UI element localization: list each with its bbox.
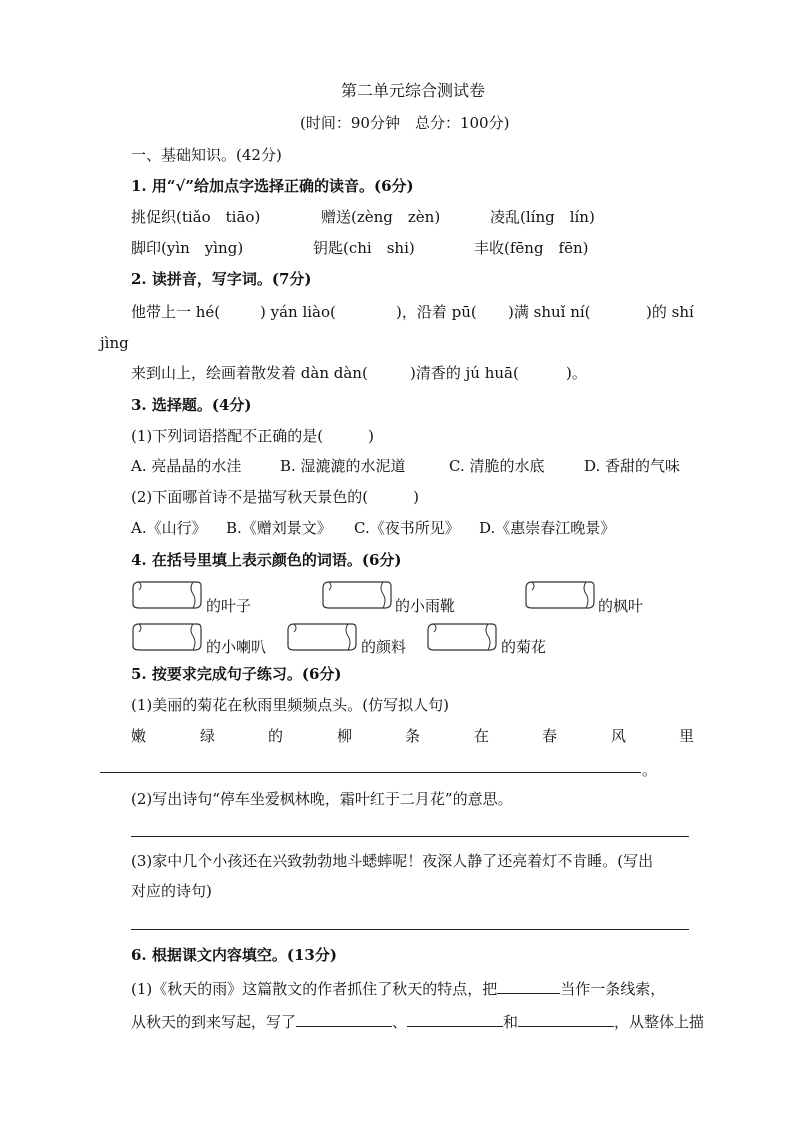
- q1-item-2: 赠送(zèng zèn): [321, 208, 441, 226]
- answer-line[interactable]: [100, 772, 641, 773]
- q2-line-1-a: 他带上一 hé(: [131, 303, 221, 321]
- q3-option-b: B. 湿漉漉的水泥道: [280, 457, 406, 475]
- q2-line-3-b: )清香的 jú huā(: [410, 364, 519, 382]
- scroll-blank-5[interactable]: [286, 620, 358, 654]
- q5-char: 春: [542, 727, 558, 745]
- q5-sub-3-a: (3)家中几个小孩还在兴致勃勃地斗蟋蟀呢！夜深人静了还亮着灯不肯睡。(写出: [131, 852, 654, 870]
- q5-sub-2: (2)写出诗句“停车坐爱枫林晚，霜叶红于二月花”的意思。: [131, 790, 513, 808]
- fill-blank[interactable]: [407, 1010, 503, 1027]
- fill-blank[interactable]: [518, 1010, 614, 1027]
- q6-text: (1)《秋天的雨》这篇散文的作者抓住了秋天的特点，把: [131, 980, 498, 998]
- q2-line-3-a: 来到山上，绘画着散发着 dàn dàn(: [131, 364, 368, 382]
- question-6-heading: 6. 根据课文内容填空。(13分): [131, 946, 337, 964]
- scroll-blank-6[interactable]: [426, 620, 498, 654]
- q4-item-4: 的小喇叭: [206, 638, 267, 656]
- q5-char: 里: [679, 727, 695, 745]
- section-heading: 一、基础知识。(42分): [131, 146, 282, 164]
- question-1-heading: 1. 用“√”给加点字选择正确的读音。(6分): [131, 177, 414, 195]
- q1-item-3: 凌乱(líng lín): [490, 208, 595, 226]
- q3-option-a2: A.《山行》: [131, 519, 207, 537]
- q4-item-3: 的枫叶: [598, 597, 644, 615]
- q3-option-d: D. 香甜的气味: [584, 457, 681, 475]
- q6-line-2: [131, 1010, 704, 1032]
- q3-option-d2: D.《惠崇春江晚景》: [479, 519, 616, 537]
- q5-char: 在: [474, 727, 490, 745]
- q6-line-1: [131, 977, 665, 999]
- q5-model-sentence: [0, 726, 794, 746]
- q3-sub-2: (2)下面哪首诗不是描写秋天景色的( ): [131, 488, 419, 506]
- scroll-blank-4[interactable]: [131, 620, 203, 654]
- q5-end-period: 。: [642, 761, 658, 779]
- scroll-blank-1[interactable]: [131, 578, 203, 612]
- q4-item-2: 的小雨靴: [395, 597, 456, 615]
- scroll-blank-2[interactable]: [321, 578, 393, 612]
- exam-title: 第二单元综合测试卷: [341, 81, 486, 100]
- q5-char: 绿: [200, 727, 216, 745]
- q4-item-5: 的颜料: [361, 638, 407, 656]
- q1-item-6: 丰收(fēng fēn): [474, 239, 589, 257]
- q2-line-1-b: ) yán liào(: [260, 303, 336, 321]
- q5-char: 嫩: [131, 727, 147, 745]
- q3-option-b2: B.《赠刘景文》: [226, 519, 332, 537]
- q3-option-c: C. 清脆的水底: [449, 457, 545, 475]
- q6-text: 从秋天的到来写起，写了: [131, 1013, 297, 1031]
- q5-char: 的: [268, 727, 284, 745]
- fill-blank[interactable]: [497, 977, 560, 994]
- answer-line[interactable]: [131, 836, 689, 837]
- q4-item-6: 的菊花: [501, 638, 547, 656]
- exam-subtitle: (时间：90分钟 总分：100分): [300, 114, 510, 132]
- question-2-heading: 2. 读拼音，写字词。(7分): [131, 270, 312, 288]
- q6-text: ，从整体上描: [614, 1013, 705, 1031]
- q5-char: 柳: [337, 727, 353, 745]
- q3-sub-1: (1)下列词语搭配不正确的是( ): [131, 427, 374, 445]
- q5-char: 条: [405, 727, 421, 745]
- q6-text: 和: [503, 1013, 519, 1031]
- fill-blank[interactable]: [296, 1010, 392, 1027]
- q3-option-a: A. 亮晶晶的水洼: [131, 457, 242, 475]
- q2-line-1-d: )满 shuǐ ní(: [508, 303, 591, 321]
- question-4-heading: 4. 在括号里填上表示颜色的词语。(6分): [131, 551, 402, 569]
- q4-item-1: 的叶子: [206, 597, 252, 615]
- q5-sub-1: (1)美丽的菊花在秋雨里频频点头。(仿写拟人句): [131, 696, 449, 714]
- q2-line-3-c: )。: [566, 364, 587, 382]
- q2-line-1-c: )，沿着 pū(: [396, 303, 477, 321]
- q5-char: 风: [611, 727, 627, 745]
- q2-line-1-e: )的 shí: [646, 303, 694, 321]
- q6-text: 、: [392, 1013, 408, 1031]
- q1-item-1: 挑促织(tiǎo tiāo): [131, 208, 261, 226]
- q3-option-c2: C.《夜书所见》: [354, 519, 460, 537]
- q1-item-5: 钥匙(chi shi): [313, 239, 415, 257]
- scroll-blank-3[interactable]: [524, 578, 596, 612]
- q6-text: 当作一条线索，: [560, 980, 666, 998]
- q1-item-4: 脚印(yìn yìng): [131, 239, 244, 257]
- q5-sub-3-b: 对应的诗句): [131, 882, 212, 900]
- q2-line-2: jìng: [100, 334, 129, 352]
- question-5-heading: 5. 按要求完成句子练习。(6分): [131, 665, 342, 683]
- answer-line[interactable]: [131, 929, 689, 930]
- question-3-heading: 3. 选择题。(4分): [131, 396, 252, 414]
